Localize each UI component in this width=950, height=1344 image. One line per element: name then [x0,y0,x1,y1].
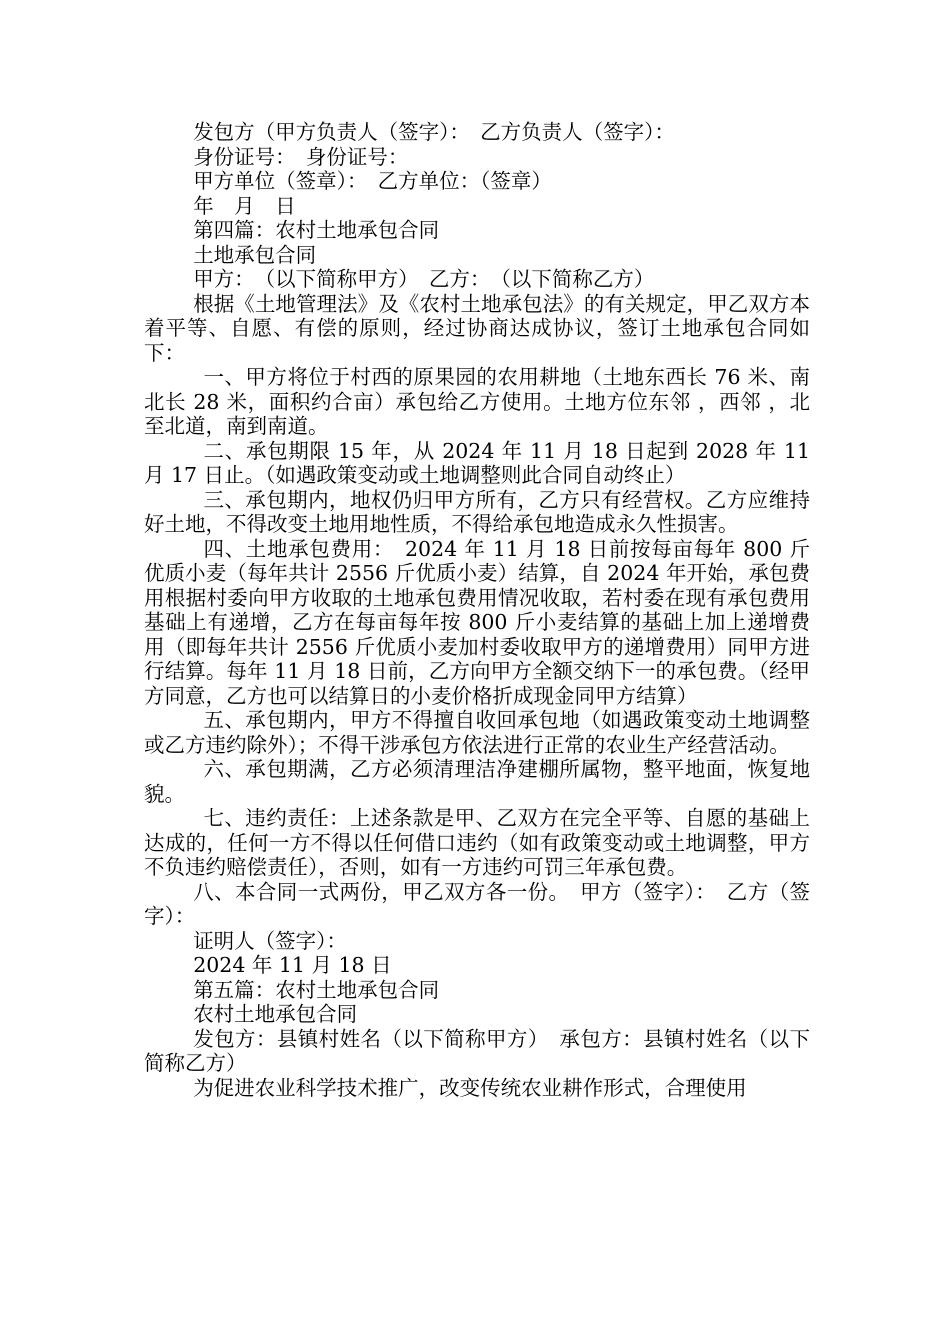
parties-line-4: 甲方： （以下简称甲方） 乙方： （以下简称乙方） [193,267,655,291]
contract-title-5: 农村土地承包合同 [193,1002,358,1026]
id-number-line: 身份证号： 身份证号： [193,144,409,169]
witness-line: 证明人（签字）： [193,928,347,953]
clause-5: 五、承包期内，甲方不得擅自收回承包地（如遇政策变动土地调整或乙方违约除外）；不得干涉承包方依法进行正常的农业生产经营活动。 [144,708,810,757]
section-heading-4: 第四篇：农村土地承包合同 [193,218,440,242]
document-page [144,120,810,1100]
clause-1: 一、甲方将位于村西的原果园的农用耕地（土地东西长 76 米、南北长 28 米，面积约合亩）承包给乙方使用。土地方位东邻 ，西邻 ，北至北道，南到南道。 [144,365,810,438]
section-heading-5: 第五篇：农村土地承包合同 [193,977,440,1002]
contract-title-4: 土地承包合同 [193,242,317,267]
clause-7: 七、违约责任：上述条款是甲、乙双方在完全平等、自愿的基础上达成的，任何一方不得以任何借口违约（如有政策变动或土地调整，甲方不负违约赔偿责任），否则，如有一方违约可罚三年承包费。 [144,806,810,879]
preamble-paragraph-5: 为促进农业科学技术推广，改变传统农业耕作形式，合理使用 [193,1075,747,1100]
clause-3: 三、承包期内，地权仍归甲方所有，乙方只有经营权。乙方应维持好土地，不得改变土地用地性质，不得给承包地造成永久性损害。 [144,487,810,536]
parties-line-5: 发包方：县镇村姓名（以下简称甲方） 承包方：县镇村姓名（以下简称乙方） [144,1026,810,1075]
clause-4: 四、土地承包费用： 2024 年 11 月 18 日前按每亩每年 800 斤优质小麦（每年共计 2556 斤优质小麦）结算，自 2024 年开始，承包费用根据村委向甲方收取的土地承包费用情况收取，若村委在现有承包费用基础上有递增，乙方在每亩每年按 800 斤小麦结算的基础上加上递增费用（即每年共计 2556 斤优质小麦加村委收取甲方的递增费用）同甲方进行结算。每年 11 月 18 日前，乙方向甲方全额交纳下一的承包费。（经甲方同意，乙方也可以结算日的小麦价格折成现金同甲方结算） [144,536,810,708]
clause-2: 二、承包期限 15 年，从 2024 年 11 月 18 日起到 2028 年 11 月 17 日止。（如遇政策变动或土地调整则此合同自动终止） [144,438,810,487]
date-placeholder-line: 年 月 日 [193,193,296,218]
unit-seal-line: 甲方单位（签章）： 乙方单位：（签章） [193,169,552,193]
clause-8: 八、本合同一式两份，甲乙双方各一份。 甲方（签字）： 乙方（签字）： [144,879,810,928]
preamble-paragraph-4: 根据《土地管理法》及《农村土地承包法》的有关规定，甲乙双方本着平等、自愿、有偿的原则，经过协商达成协议，签订土地承包合同如下： [144,291,810,365]
signing-date: 2024 年 11 月 18 日 [193,953,392,977]
clause-6: 六、承包期满，乙方必须清理洁净建棚所属物，整平地面，恢复地貌。 [144,757,810,806]
signature-line-responsible: 发包方（甲方负责人（签字）： 乙方负责人（签字）： [193,120,675,144]
